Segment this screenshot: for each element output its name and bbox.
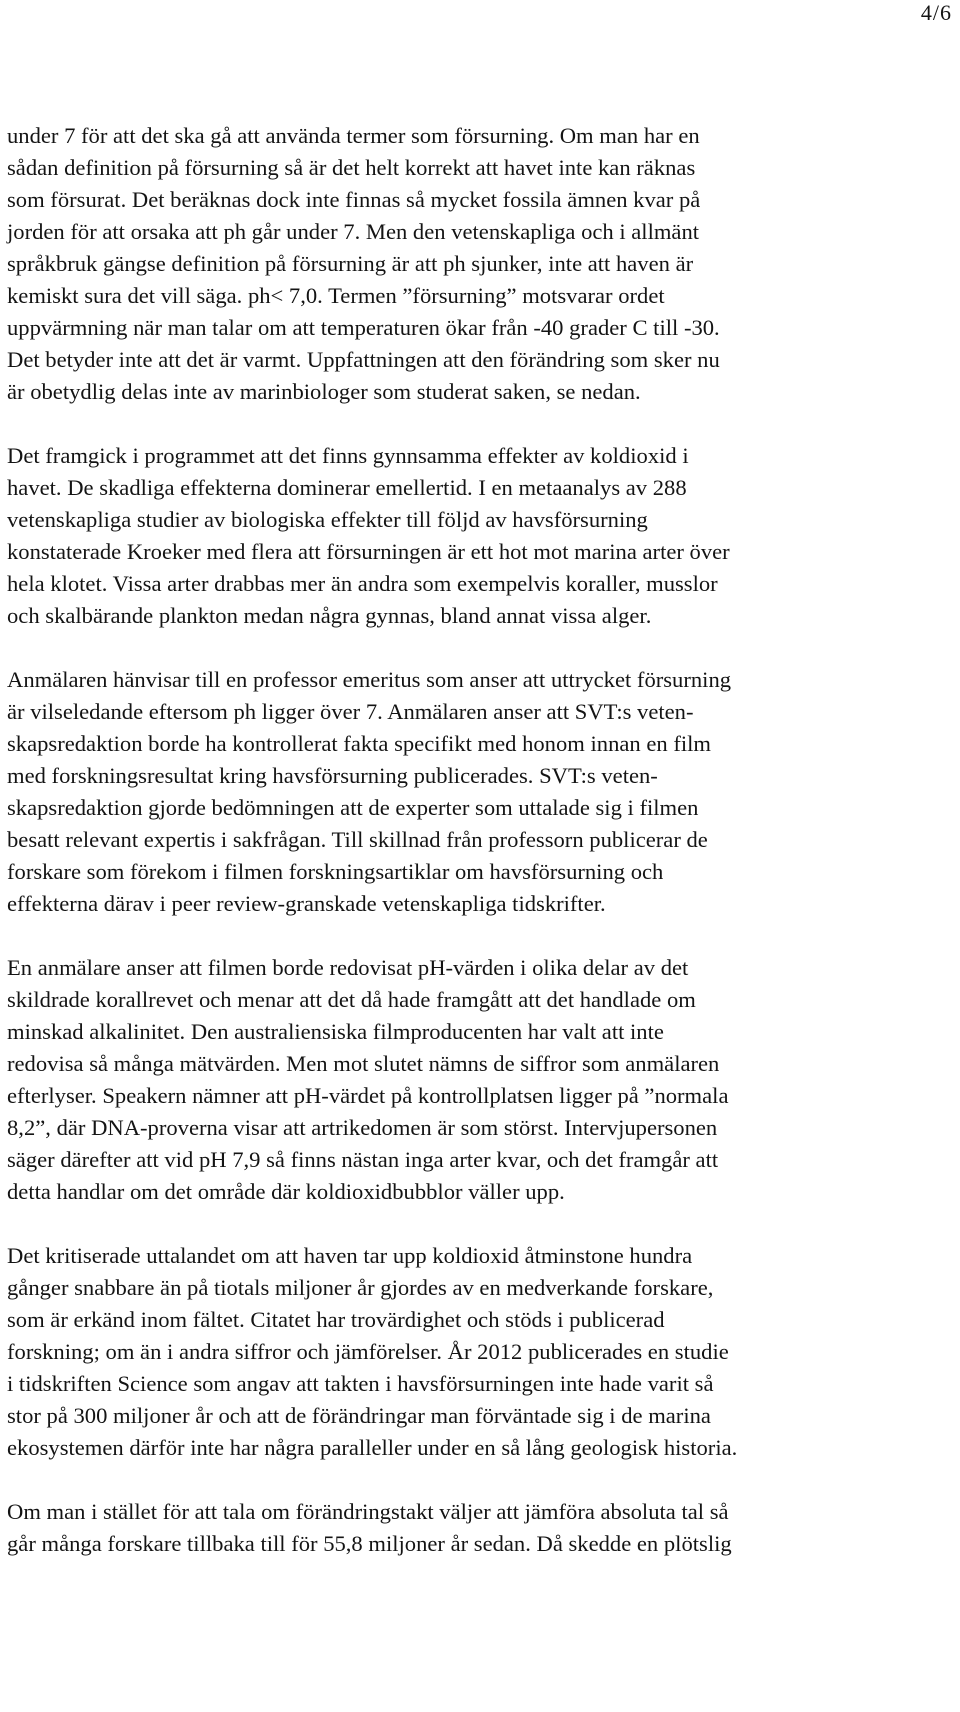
document-body	[7, 120, 953, 1560]
page-number: 4/6	[920, 0, 952, 25]
paragraph: Det framgick i programmet att det finns gynnsamma effekter av koldioxid i havet. De skadliga effekterna dominerar emellertid. I en metaanalys av 288 vetenskapliga studier av biologiska effekter till följd av havsförsurning konstaterade Kroeker med flera att försurningen är ett hot mot marina arter över hela klotet. Vissa arter drabbas mer än andra som exempelvis koraller, musslor och skalbärande plankton medan några gynnas, bland annat vissa alger.	[7, 443, 730, 628]
paragraph: Anmälaren hänvisar till en professor emeritus som anser att uttrycket försurning är vilseledande eftersom ph ligger över 7. Anmälaren anser att SVT:s veten- skapsredaktion borde ha kontrollerat fakta specifikt med honom innan en film med forskningsresultat kring havsförsurning publicerades. SVT:s veten- skapsredaktion gjorde bedömningen att de experter som uttalade sig i filmen besatt relevant expertis i sakfrågan. Till skillnad från professorn publicerar de forskare som förekom i filmen forskningsartiklar om havsförsurning och effekterna därav i peer review-granskade vetenskapliga tidskrifter.	[7, 667, 732, 916]
paragraph: under 7 för att det ska gå att använda termer som försurning. Om man har en sådan definition på försurning så är det helt korrekt att havet inte kan räknas som försurat. Det beräknas dock inte finnas så mycket fossila ämnen kvar på jorden för att orsaka att ph går under 7. Men den vetenskapliga och i allmänt språkbruk gängse definition på försurning är att ph sjunker, inte att haven är kemiskt sura det vill säga. ph< 7,0. Termen ”försurning” motsvarar ordet uppvärmning när man talar om att temperaturen ökar från -40 grader C till -30. Det betyder inte att det är varmt. Uppfattningen att den förändring som sker nu är obetydlig delas inte av marinbiologer som studerat saken, se nedan.	[7, 123, 720, 404]
paragraph: En anmälare anser att filmen borde redovisat pH-värden i olika delar av det skildrade korallrevet och menar att det då hade framgått att det handlade om minskad alkalinitet. Den australiensiska filmproducenten har valt att inte redovisa så många mätvärden. Men mot slutet nämns de siffror som anmälaren efterlyser. Speakern nämner att pH-värdet på kontrollplatsen ligger på ”normala 8,2”, där DNA-proverna visar att artrikedomen är som störst. Intervjupersonen säger därefter att vid pH 7,9 så finns nästan inga arter kvar, och det framgår att detta handlar om det område där koldioxidbubblor väller upp.	[7, 955, 729, 1204]
paragraph: Det kritiserade uttalandet om att haven tar upp koldioxid åtminstone hundra gånger snabbare än på tiotals miljoner år gjordes av en medverkande forskare, som är erkänd inom fältet. Citatet har trovärdighet och stöds i publicerad forskning; om än i andra siffror och jämförelser. År 2012 publicerades en studie i tidskriften Science som angav att takten i havsförsurningen inte hade varit så stor på 300 miljoner år och att de förändringar man förväntade sig i de marina ekosystemen därför inte har några paralleller under en så lång geologisk historia.	[7, 1243, 738, 1460]
paragraph: Om man i stället för att tala om förändringstakt väljer att jämföra absoluta tal så går många forskare tillbaka till för 55,8 miljoner år sedan. Då skedde en plötslig	[7, 1499, 732, 1556]
